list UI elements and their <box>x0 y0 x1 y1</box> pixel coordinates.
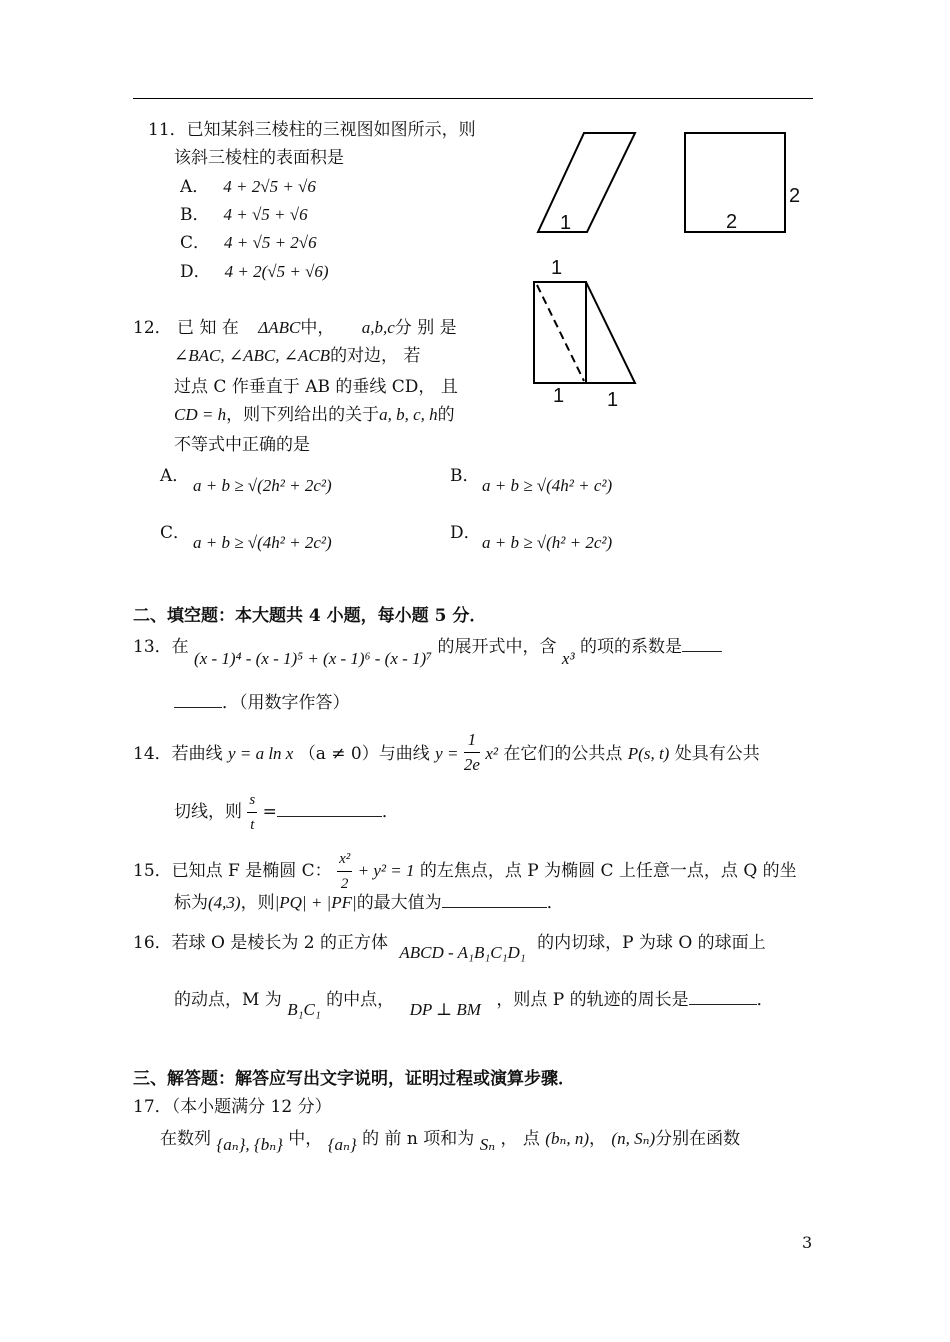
q12-option-a-label: A． <box>160 466 190 486</box>
q12-option-d-label: D． <box>450 523 481 543</box>
q11-option-d: D． 4 + 2(√5 + √6) <box>180 262 329 282</box>
front-view-parallelogram <box>538 133 635 232</box>
q12-line3: 过点 C 作垂直于 AB 的垂线 CD， 且 <box>174 377 458 397</box>
top-view-base-left-label: 1 <box>553 385 565 407</box>
q16-line2: 的动点，M 为 B₁C₁ 的中点， DP ⊥ BM ，则点 P 的轨迹的周长是 ． <box>174 985 774 1010</box>
q12-option-c-expr: a + b ≥ √(4h² + 2c²) <box>193 533 332 552</box>
three-view-figure <box>520 125 820 415</box>
q14-line2: 切线，则 $\frac{s}{t}$ = ． <box>174 788 399 837</box>
top-view-width-label: 1 <box>551 257 563 279</box>
q12-option-c-label: C． <box>160 523 191 543</box>
q12-option-a-expr: a + b ≥ √(2h² + 2c²) <box>193 476 332 495</box>
q15-line2: 标为(4,3)，则|PQ| + |PF|的最大值为 ． <box>174 888 564 913</box>
q15-line1: 15．已知点 F 是椭圆 C： $\frac{\text{x²}}{2}$ + y² = 1 的左焦点，点 P 为椭圆 C 上任意一点，点 Q 的坐 <box>133 847 797 896</box>
q12-option-b-expr: a + b ≥ √(4h² + c²) <box>482 476 613 495</box>
q11-option-a: A． 4 + 2√5 + √6 <box>180 177 316 197</box>
q17-head: 17．（本小题满分 12 分） <box>133 1097 332 1117</box>
side-view-base-label: 2 <box>726 211 738 233</box>
q12-option-d-expr: a + b ≥ √(h² + 2c²) <box>482 533 613 552</box>
q13-line1: 13．在 (x - 1)⁴ - (x - 1)⁵ + (x - 1)⁶ - (x - 1)⁷ 的展开式中，含 x³ 的项的系数是 <box>133 632 722 657</box>
q12-line2: ∠BAC, ∠ABC, ∠ACB的对边， 若 <box>174 346 421 366</box>
q16-line1: 16．若球 O 是棱长为 2 的正方体 ABCD - A₁B₁C₁D₁ 的内切球，P 为球 O 的球面上 <box>133 933 766 962</box>
q14-line1: 14．若曲线 y = a ln x （a ≠ 0）与曲线 y = $\frac{1}{2e}$ x² 在它们的公共点 P(s, t) 处具有公共 <box>133 730 760 774</box>
q13-line2: ．（用数字作答） <box>174 688 350 713</box>
q11-option-b: B． 4 + √5 + √6 <box>180 205 308 225</box>
page-number: 3 <box>802 1233 813 1252</box>
header-rule <box>133 98 813 99</box>
q12-line1: 12． 已 知 在 ΔABC中， a,b,c分 别 是 <box>133 318 457 338</box>
side-view-height-label: 2 <box>789 185 801 207</box>
q12-line5: 不等式中正确的是 <box>174 435 310 455</box>
section3-title: 三、解答题：解答应写出文字说明，证明过程或演算步骤． <box>133 1069 575 1089</box>
top-view-base-right-label: 1 <box>607 389 619 411</box>
section2-title: 二、填空题：本大题共 4 小题，每小题 5 分． <box>133 606 487 626</box>
q11-option-c: C． 4 + √5 + 2√6 <box>180 233 317 253</box>
top-view-dashed-edge <box>537 285 584 381</box>
top-view-triangle <box>586 282 635 383</box>
q11-stem-line1: 11．已知某斜三棱柱的三视图如图所示，则 <box>148 120 476 140</box>
q17-line1: 在数列 {aₙ}, {bₙ} 中， {aₙ} 的 前 n 项和为 Sₙ ， 点 (bₙ, n)， (n, Sₙ)分别在函数 <box>160 1129 741 1154</box>
front-view-base-label: 1 <box>560 212 572 234</box>
q12-option-b-label: B． <box>450 466 480 486</box>
q11-stem-line2: 该斜三棱柱的表面积是 <box>174 148 344 168</box>
q12-line4: CD = h，则下列给出的关于a, b, c, h的 <box>174 405 455 425</box>
